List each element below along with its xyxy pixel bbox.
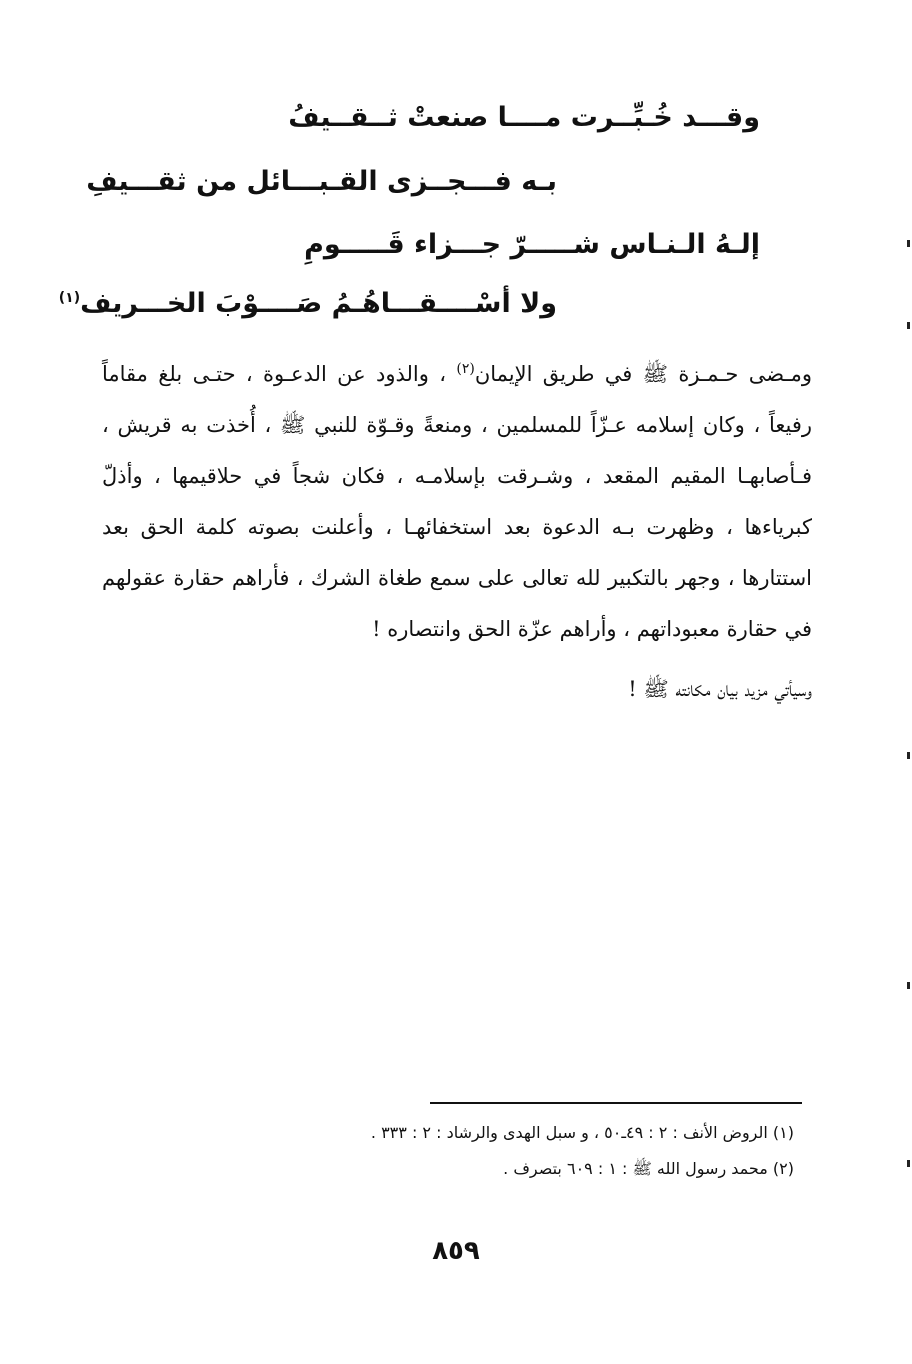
scan-edge-mark [907,322,910,329]
scan-edge-mark [907,752,910,759]
poem-verse-4-text: ولا أسْــــقـــاهُـمُ صَــــوْبَ الخـــريف [80,288,557,319]
footnote-ref-1: (١) [58,290,81,306]
body-paragraph-1 [102,349,812,655]
footnote-divider [430,1102,802,1104]
paragraph-1-part-2: ، والذود عن الدعـوة ، حتـى بلغ مقاماً رفيعاً ، وكان إسلامه عـزّاً للمسلمين ، ومنعةً وقـوّة للنبي ﷺ ، أُخذت به قريش ، فـأصابهـا المقيم المقعد ، وشـرقت بإسلامـه ، فكان شجاً في حلاقيمها ، وأذلّ كبرياءها ، وظهرت بـه الدعوة بعد استخفائهـا ، وأعلنت بصوته كلمة الحق بعد استتارها ، وجهر بالتكبير لله تعالى على سمع طغاة الشرك ، فأراهم حقارة عقولهم في حقارة معبوداتهم ، وأراهم عزّة الحق وانتصاره ! [102,362,812,641]
poem-verse-3: إلـهُ الـنـاس شـــــرّ جـــزاء قَـــــومِ [304,229,760,260]
footnote-2: (٢) محمد رسول الله ﷺ : ١ : ٦٠٩ بتصرف . [503,1159,794,1178]
footnote-1: (١) الروض الأنف : ٢ : ٤٩ـ٥٠ ، و سبل الهدى والرشاد : ٢ : ٣٣٣ . [370,1123,794,1142]
paragraph-1-part-1: ومـضى حـمـزة ﷺ في طريق الإيمان [474,362,812,386]
body-paragraph-2: وسيأتي مزيد بيان مكانته ﷺ ! [628,677,812,701]
footnote-ref-2: (٢) [456,361,475,377]
poem-verse-2: بـه فـــجــزى القـبـــائل من ثقـــيفِ [86,166,557,197]
page-number: ٨٥٩ [432,1236,480,1266]
poem-verse-1: وقـــد خُـبِّــرت مــــا صنعتْ ثــقــيفُ [288,102,760,133]
scan-edge-mark [907,982,910,989]
scan-edge-mark [907,240,910,247]
poem-verse-4 [59,284,557,324]
scan-edge-mark [907,1160,910,1167]
